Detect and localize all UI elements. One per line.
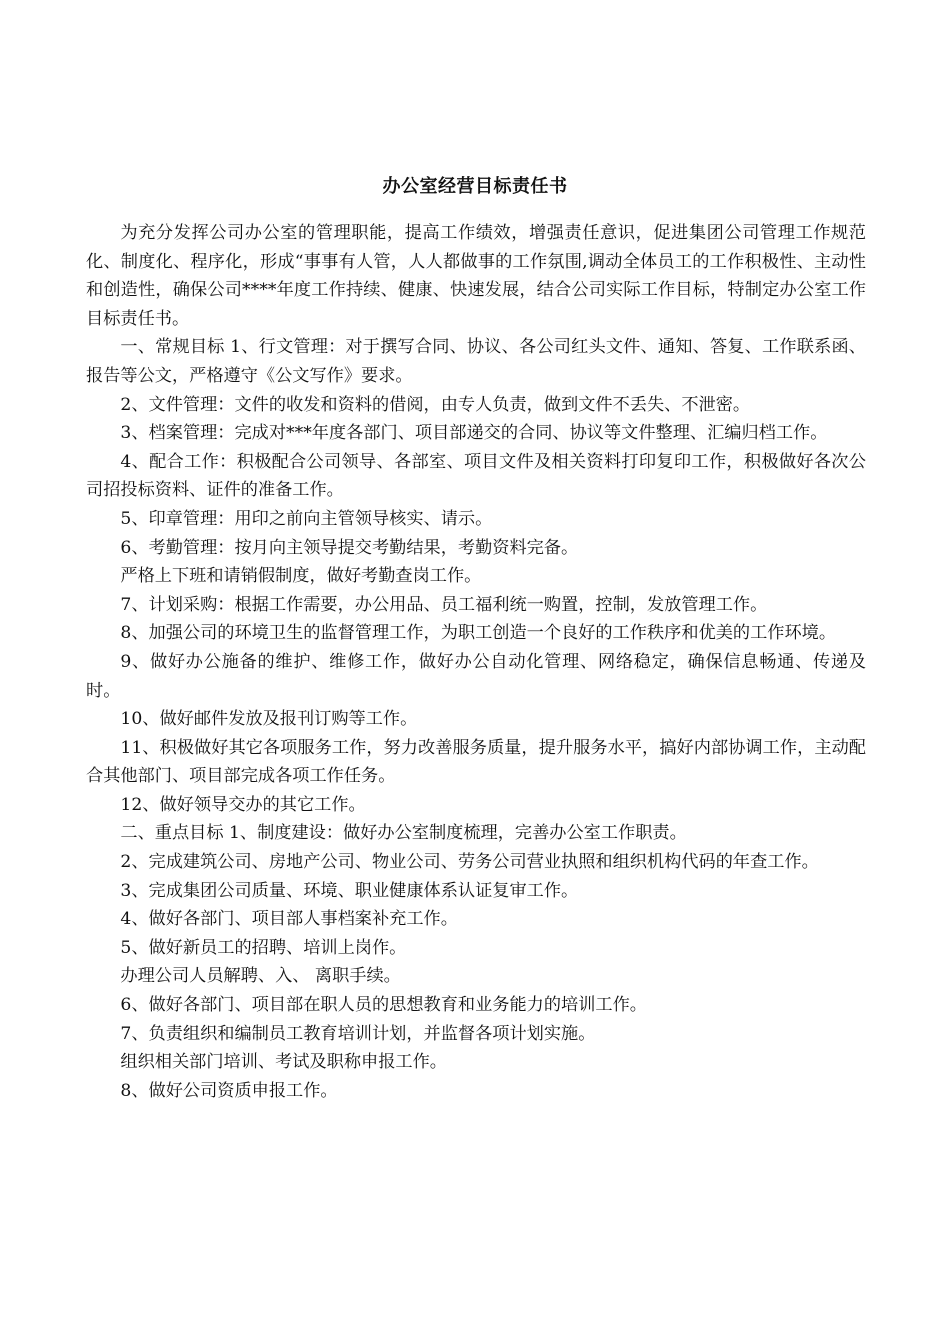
document-body: [86, 219, 866, 1105]
paragraph-key-goal-7: 7、负责组织和编制员工教育培训计划，并监督各项计划实施。: [120, 1023, 596, 1044]
paragraph-key-goal-6: 6、做好各部门、项目部在职人员的思想教育和业务能力的培训工作。: [120, 995, 647, 1016]
paragraph-routine-goal-8: 8、加强公司的环境卫生的监督管理工作，为职工创造一个良好的工作秩序和优美的工作环境。: [120, 623, 837, 644]
paragraph-routine-goal-10: 10、做好邮件发放及报刊订购等工作。: [120, 709, 418, 730]
paragraph-key-goal-4: 4、做好各部门、项目部人事档案补充工作。: [120, 909, 458, 930]
paragraph-key-goal-1: 二、重点目标 1、制度建设：做好办公室制度梳理，完善办公室工作职责。: [120, 823, 687, 844]
paragraph-routine-goal-1: 一、常规目标 1、行文管理：对于撰写合同、协议、各公司红头文件、通知、答复、工作联系函、报告等公文，严格遵守《公文写作》要求。: [86, 337, 866, 386]
paragraph-routine-goal-6: 6、考勤管理：按月向主领导提交考勤结果，考勤资料完备。: [120, 537, 579, 558]
paragraph-key-goal-5: 5、做好新员工的招聘、培训上岗作。: [120, 937, 407, 958]
paragraph-dismissal-note: 办理公司人员解聘、入、 离职手续。: [120, 966, 401, 987]
paragraph-key-goal-8: 8、做好公司资质申报工作。: [120, 1080, 338, 1101]
paragraph-routine-goal-7: 7、计划采购：根据工作需要，办公用品、员工福利统一购置，控制，发放管理工作。: [120, 594, 768, 615]
document-title: 办公室经营目标责任书: [382, 176, 568, 197]
paragraph-routine-goal-3: 3、档案管理：完成对***年度各部门、项目部递交的合同、协议等文件整理、汇编归档工作。: [120, 423, 828, 444]
paragraph-routine-goal-2: 2、文件管理：文件的收发和资料的借阅，由专人负责，做到文件不丢失、不泄密。: [120, 394, 751, 415]
paragraph-routine-goal-12: 12、做好领导交办的其它工作。: [120, 794, 366, 815]
paragraph-routine-goal-4: 4、配合工作：积极配合公司领导、各部室、项目文件及相关资料打印复印工作，积极做好各次公司招投标资料、证件的准备工作。: [86, 451, 866, 501]
paragraph-training-note: 组织相关部门培训、考试及职称申报工作。: [120, 1052, 447, 1073]
paragraph-routine-goal-5: 5、印章管理：用印之前向主管领导核实、请示。: [120, 508, 493, 529]
paragraph-routine-goal-9: 9、做好办公施备的维护、维修工作，做好办公自动化管理、网络稳定，确保信息畅通、传递及时。: [86, 651, 866, 701]
paragraph-intro: 为充分发挥公司办公室的管理职能，提高工作绩效，增强责任意识，促进集团公司管理工作规范化、制度化、程序化，形成“事事有人管，人人都做事的工作氛围,调动全体员工的工作积极性、主动性和创造性，确保公司****年度工作持续、健康、快速发展，结合公司实际工作目标，特制定办公室工作目标责任书。: [86, 223, 866, 329]
paragraph-attendance-note: 严格上下班和请销假制度，做好考勤查岗工作。: [120, 566, 482, 587]
paragraph-key-goal-2: 2、完成建筑公司、房地产公司、物业公司、劳务公司营业执照和组织机构代码的年查工作。: [120, 852, 819, 873]
paragraph-routine-goal-11: 11、积极做好其它各项服务工作，努力改善服务质量，提升服务水平，搞好内部协调工作，主动配合其他部门、项目部完成各项工作任务。: [86, 737, 866, 787]
paragraph-key-goal-3: 3、完成集团公司质量、环境、职业健康体系认证复审工作。: [120, 880, 579, 901]
